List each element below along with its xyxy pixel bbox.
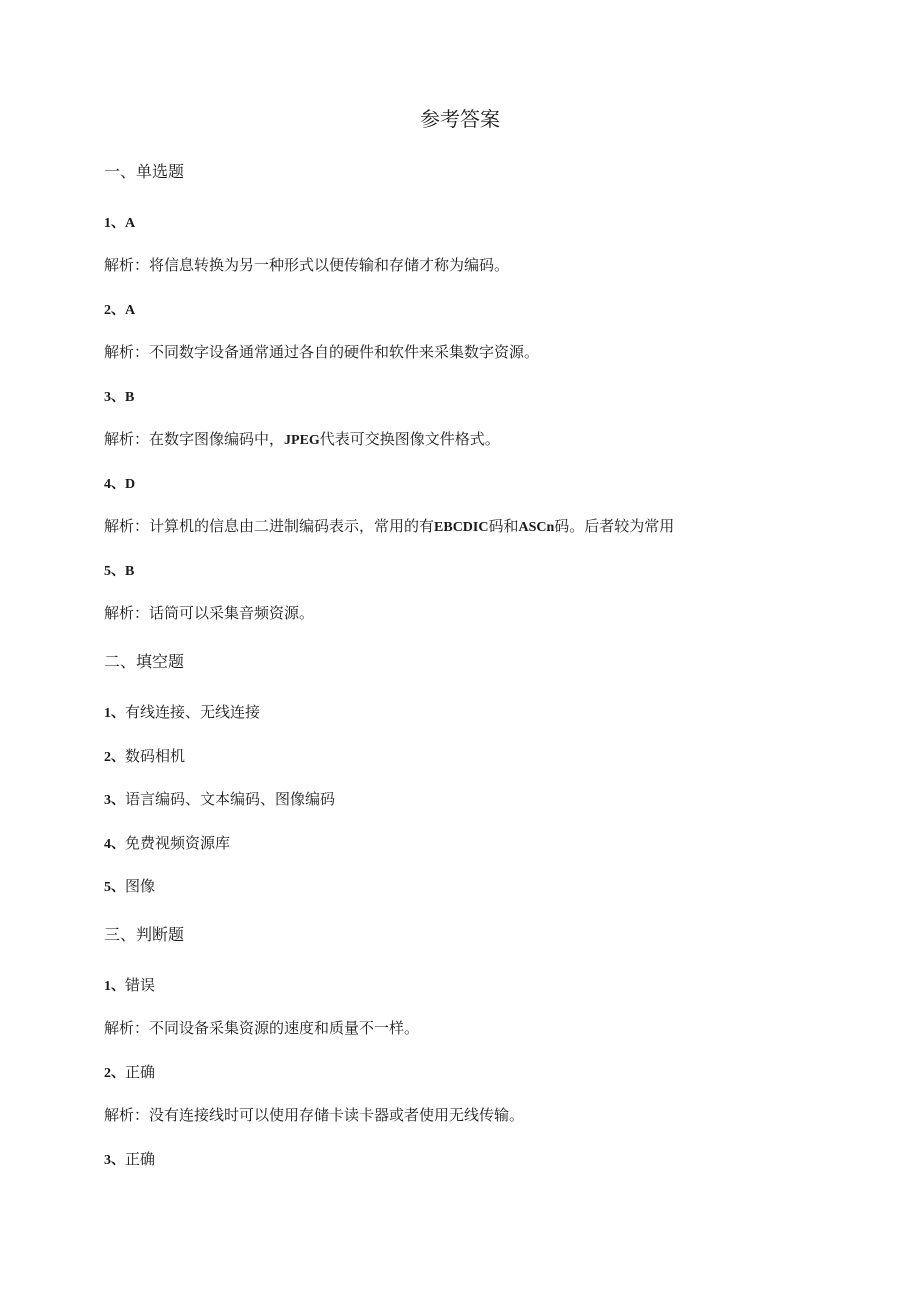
- item-answer: B: [125, 390, 135, 405]
- explanation-text: 码。后者较为常用: [554, 517, 675, 535]
- explanation-term: JPEG: [284, 433, 320, 448]
- item-number: 5、: [104, 564, 125, 579]
- item-answer: 有线连接、无线连接: [125, 703, 261, 721]
- answer-item: [104, 1062, 155, 1084]
- answer-item: [104, 1149, 155, 1171]
- item-answer: A: [125, 216, 136, 231]
- item-explanation: 解析：不同设备采集资源的速度和质量不一样。: [104, 1019, 420, 1037]
- item-explanation: [104, 429, 500, 451]
- item-explanation: 解析：将信息转换为另一种形式以便传输和存储才称为编码。: [104, 256, 510, 274]
- answer-item: [104, 833, 230, 855]
- section-heading-true-false: 三、判断题: [104, 925, 185, 944]
- answer-item: [104, 473, 135, 495]
- answer-item: [104, 975, 155, 997]
- item-answer: 语言编码、文本编码、图像编码: [125, 790, 336, 808]
- item-explanation: 解析：话筒可以采集音频资源。: [104, 604, 315, 622]
- answer-item: [104, 386, 134, 408]
- answer-item: [104, 299, 135, 321]
- answer-item: [104, 702, 260, 724]
- item-number: 2、: [104, 1066, 125, 1081]
- item-number: 2、: [104, 303, 125, 318]
- item-number: 3、: [104, 390, 125, 405]
- item-explanation: 解析：没有连接线时可以使用存储卡读卡器或者使用无线传输。: [104, 1106, 525, 1124]
- item-answer: 错误: [125, 976, 156, 994]
- section-heading-single-choice: 一、单选题: [104, 162, 185, 181]
- explanation-text: 解析：在数字图像编码中，: [104, 430, 285, 448]
- item-explanation: [104, 516, 674, 538]
- item-number: 3、: [104, 1153, 125, 1168]
- item-answer: 数码相机: [125, 747, 186, 765]
- item-explanation: 解析：不同数字设备通常通过各自的硬件和软件来采集数字资源。: [104, 343, 540, 361]
- item-number: 2、: [104, 750, 125, 765]
- item-number: 4、: [104, 477, 125, 492]
- explanation-text: 码和: [488, 517, 519, 535]
- item-number: 4、: [104, 837, 125, 852]
- item-answer: A: [125, 303, 136, 318]
- answer-item: [104, 560, 134, 582]
- explanation-term: EBCDIC: [434, 520, 489, 535]
- page-title: 参考答案: [420, 107, 500, 131]
- item-number: 1、: [104, 979, 125, 994]
- item-number: 5、: [104, 880, 125, 895]
- item-answer: 正确: [125, 1150, 156, 1168]
- item-answer: 图像: [125, 877, 156, 895]
- answer-item: [104, 876, 155, 898]
- explanation-text: 代表可交换图像文件格式。: [319, 430, 500, 448]
- answer-item: [104, 212, 135, 234]
- explanation-text: 解析：计算机的信息由二进制编码表示，常用的有: [104, 517, 435, 535]
- section-heading-fill-in: 二、填空题: [104, 652, 185, 671]
- item-number: 3、: [104, 793, 125, 808]
- item-answer: 正确: [125, 1063, 156, 1081]
- item-number: 1、: [104, 216, 125, 231]
- item-answer: 免费视频资源库: [125, 834, 231, 852]
- item-number: 1、: [104, 706, 125, 721]
- answer-item: [104, 746, 185, 768]
- answer-item: [104, 789, 335, 811]
- item-answer: B: [125, 564, 135, 579]
- item-answer: D: [125, 477, 136, 492]
- explanation-term: ASCn: [518, 520, 555, 535]
